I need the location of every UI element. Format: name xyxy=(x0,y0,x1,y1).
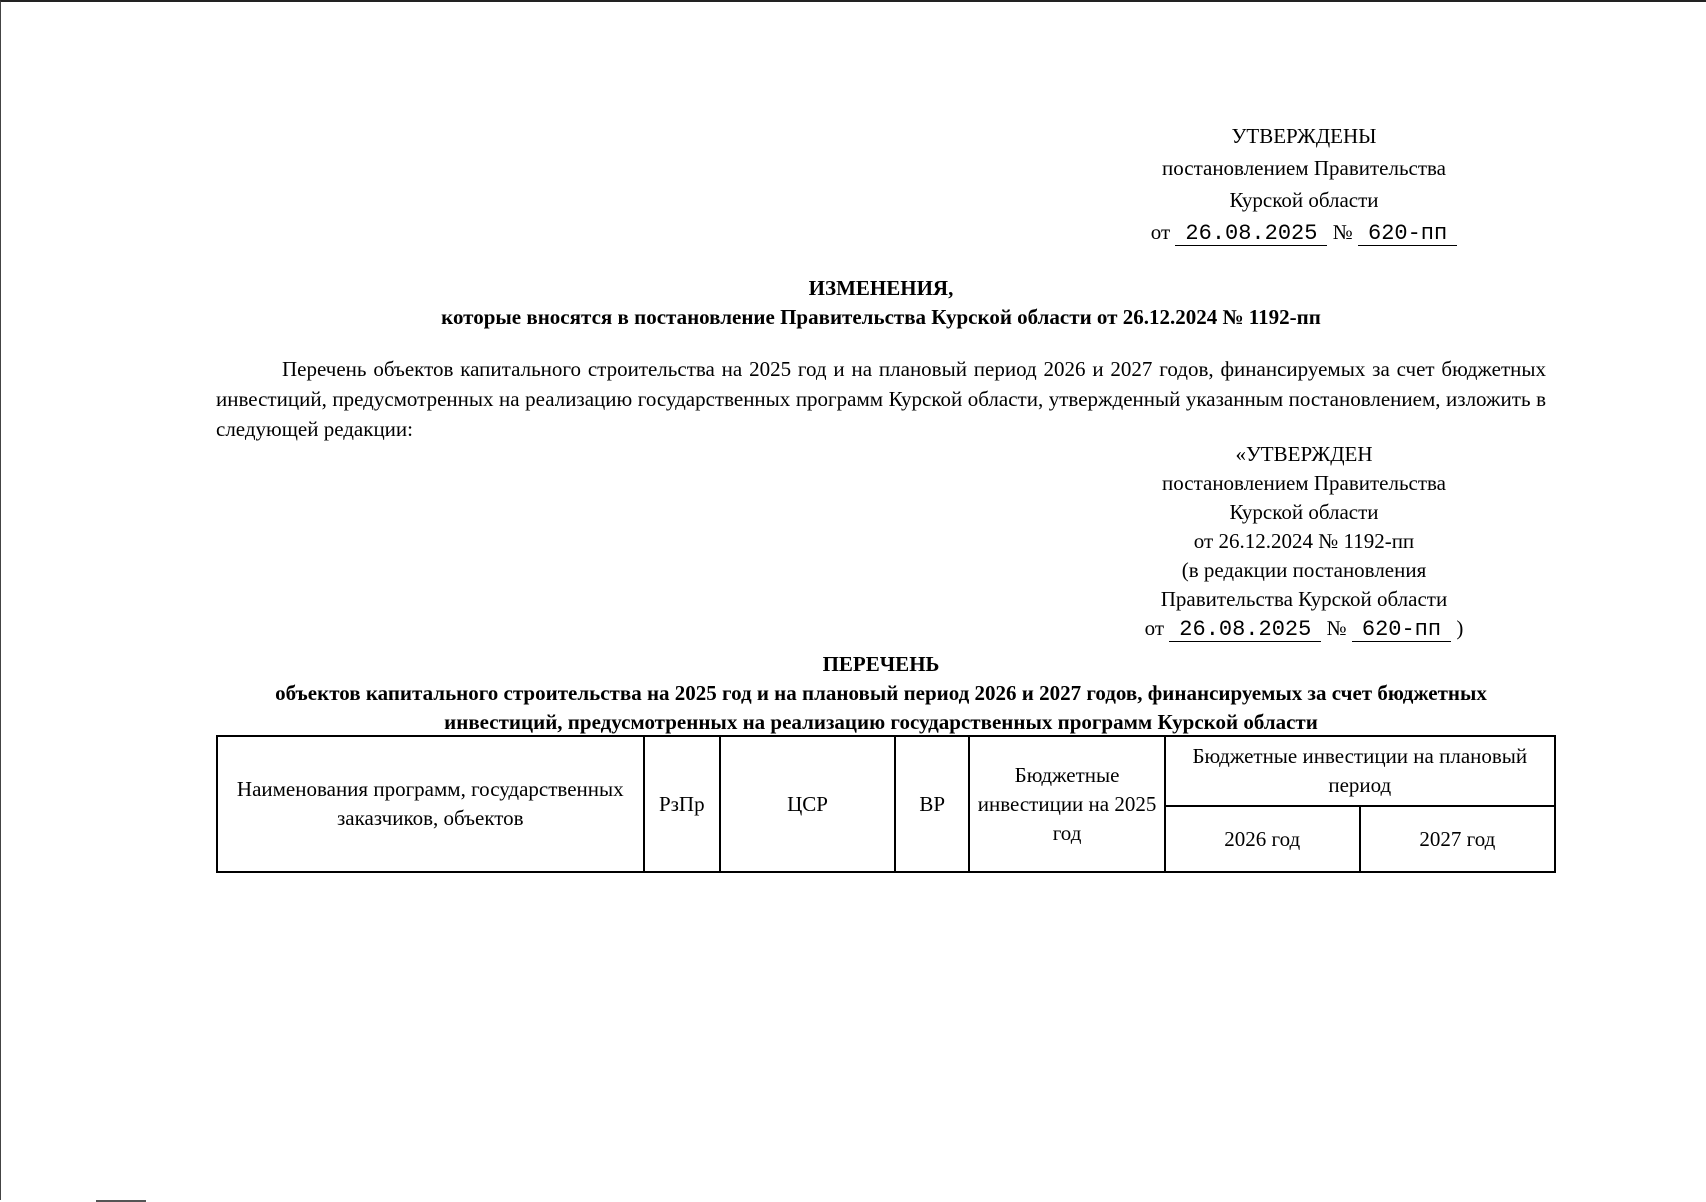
list-subtitle: объектов капитального строительства на 2025 год и на плановый период 2026 и 2027 годов, финансируемых за счет бюджетных инвестиций, предусмотренных на реализацию государственных программ Курской области xyxy=(275,681,1487,734)
approval-date-line xyxy=(1104,614,1504,643)
number-prefix: № xyxy=(1326,616,1347,640)
date-prefix: от xyxy=(1150,220,1171,244)
body-paragraph: Перечень объектов капитального строительства на 2025 год и на плановый период 2026 и 2027 годов, финансируемых за счет бюджетных инвестиций, предусмотренных на реализацию государственных программ Курской области, утвержденный указанным постановлением, изложить в следующей редакции: xyxy=(216,357,1546,441)
approval-line: постановлением Правительства xyxy=(1161,471,1446,495)
list-heading xyxy=(216,650,1546,737)
approval-date: 26.08.2025 xyxy=(1169,619,1321,642)
header-rzpr: РзПр xyxy=(644,736,720,872)
table-header-row xyxy=(217,736,1555,806)
header-2026: 2026 год xyxy=(1165,806,1360,872)
approval-block-second xyxy=(1104,440,1504,643)
approval-line: Курской области xyxy=(1229,188,1379,212)
number-prefix: № xyxy=(1332,220,1353,244)
changes-title: ИЗМЕНЕНИЯ, xyxy=(808,276,954,300)
approval-line: Курской области xyxy=(1229,500,1379,524)
approval-line: (в редакции постановления xyxy=(1181,558,1427,582)
changes-heading xyxy=(216,274,1546,332)
header-planned-period: Бюджетные инвестиции на плановый период xyxy=(1165,736,1555,806)
list-title: ПЕРЕЧЕНЬ xyxy=(822,652,940,676)
approval-line: Правительства Курской области xyxy=(1160,587,1448,611)
approval-line: постановлением Правительства xyxy=(1161,156,1446,180)
closing-paren: ) xyxy=(1456,616,1464,640)
header-vr: ВР xyxy=(895,736,969,872)
header-name: Наименования программ, государственных заказчиков, объектов xyxy=(217,736,644,872)
changes-subtitle: которые вносятся в постановление Правительства Курской области от 26.12.2024 № 1192-пп xyxy=(441,305,1321,329)
date-prefix: от xyxy=(1144,616,1165,640)
approval-number: 620-пп xyxy=(1352,619,1451,642)
approval-block-top xyxy=(1104,120,1504,248)
header-2025: Бюджетные инвестиции на 2025 год xyxy=(969,736,1164,872)
approval-title: УТВЕРЖДЕНЫ xyxy=(1231,124,1377,148)
budget-table xyxy=(216,735,1556,873)
approval-line: от 26.12.2024 № 1192-пп xyxy=(1193,529,1415,553)
header-csr: ЦСР xyxy=(720,736,895,872)
header-2027: 2027 год xyxy=(1360,806,1555,872)
approval-date-line xyxy=(1104,216,1504,248)
approval-title: «УТВЕРЖДЕН xyxy=(1235,442,1373,466)
approval-number: 620-пп xyxy=(1358,223,1457,246)
approval-date: 26.08.2025 xyxy=(1175,223,1327,246)
